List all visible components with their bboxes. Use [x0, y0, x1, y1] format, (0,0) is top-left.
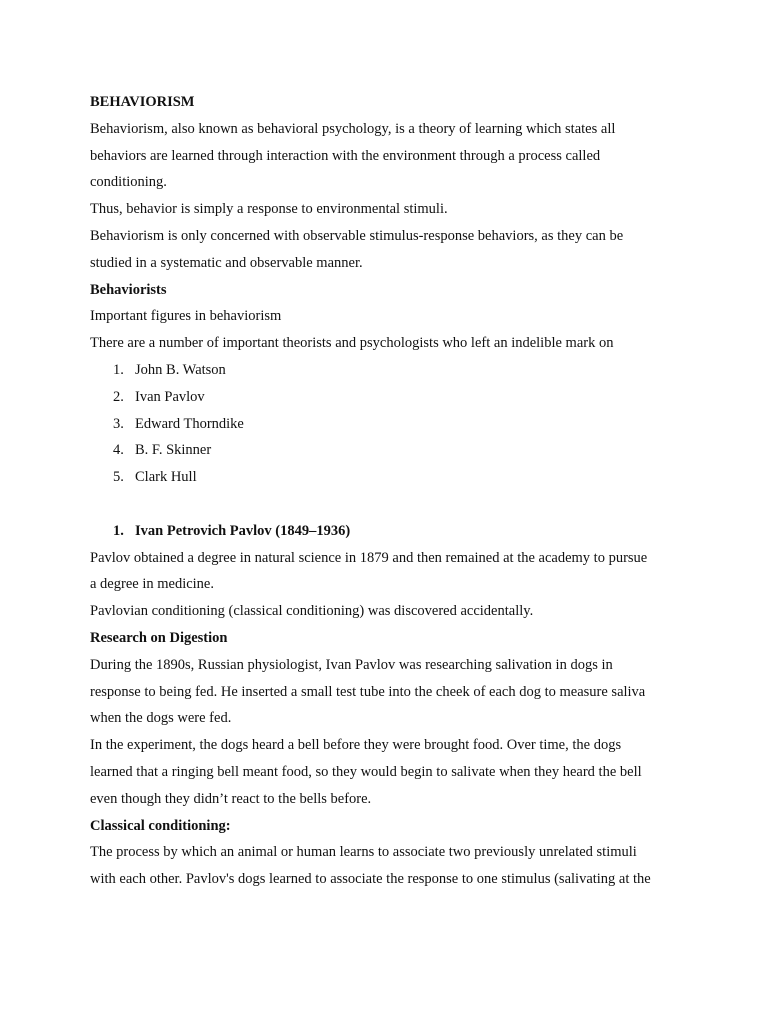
intro-line: conditioning. [90, 174, 167, 191]
list-text: Clark Hull [135, 469, 197, 486]
list-item [90, 384, 690, 411]
list-number: 1. [113, 361, 124, 378]
list-text: John B. Watson [135, 361, 226, 378]
document-title: BEHAVIORISM [90, 94, 195, 110]
pavlov-line: Pavlovian conditioning (classical conditioning) was discovered accidentally. [90, 603, 534, 620]
list-item [90, 437, 690, 464]
list-item [90, 411, 690, 438]
list-number: 3. [113, 415, 124, 432]
classical-heading: Classical conditioning: [90, 817, 231, 834]
list-number: 5. [113, 469, 124, 486]
figures-list [90, 357, 690, 491]
list-item [90, 357, 690, 384]
intro-line: studied in a systematic and observable manner. [90, 254, 363, 271]
pavlov-line: Pavlov obtained a degree in natural science in 1879 and then remained at the academy to pursue [90, 549, 648, 566]
digestion-line: During the 1890s, Russian physiologist, Ivan Pavlov was researching salivation in dogs in [90, 656, 613, 673]
behaviorists-line: Important figures in behaviorism [90, 308, 282, 325]
classical-line: The process by which an animal or human learns to associate two previously unrelated stimuli [90, 844, 637, 861]
intro-line: behaviors are learned through interaction with the environment through a process called [90, 147, 601, 164]
section-number: 1. [113, 522, 124, 539]
digestion-line: learned that a ringing bell meant food, so they would begin to salivate when they heard the bell [90, 763, 642, 780]
list-number: 2. [113, 388, 124, 405]
document-page [90, 89, 690, 893]
digestion-line: response to being fed. He inserted a small test tube into the cheek of each dog to measure saliva [90, 683, 646, 700]
behaviorists-line: There are a number of important theorists and psychologists who left an indelible mark on [90, 335, 614, 352]
list-number: 4. [113, 442, 124, 459]
intro-line: Behaviorism, also known as behavioral psychology, is a theory of learning which states all [90, 120, 616, 137]
digestion-heading: Research on Digestion [90, 629, 228, 646]
list-text: Edward Thorndike [135, 415, 244, 432]
digestion-line: when the dogs were fed. [90, 710, 232, 727]
intro-line: Thus, behavior is simply a response to environmental stimuli. [90, 201, 448, 218]
list-item [90, 464, 690, 491]
classical-line: with each other. Pavlov's dogs learned to associate the response to one stimulus (salivating at the [90, 871, 651, 888]
intro-paragraph [90, 116, 690, 277]
pavlov-line: a degree in medicine. [90, 576, 214, 593]
pavlov-section-heading [90, 518, 690, 545]
digestion-line: even though they didn’t react to the bells before. [90, 790, 372, 807]
section-title: Ivan Petrovich Pavlov (1849–1936) [135, 522, 351, 539]
intro-line: Behaviorism is only concerned with observable stimulus-response behaviors, as they can be [90, 227, 624, 244]
list-text: Ivan Pavlov [135, 388, 205, 405]
blank-line [90, 491, 690, 518]
behaviorists-heading: Behaviorists [90, 281, 167, 298]
digestion-line: In the experiment, the dogs heard a bell before they were brought food. Over time, the dogs [90, 737, 622, 754]
list-text: B. F. Skinner [135, 442, 212, 459]
